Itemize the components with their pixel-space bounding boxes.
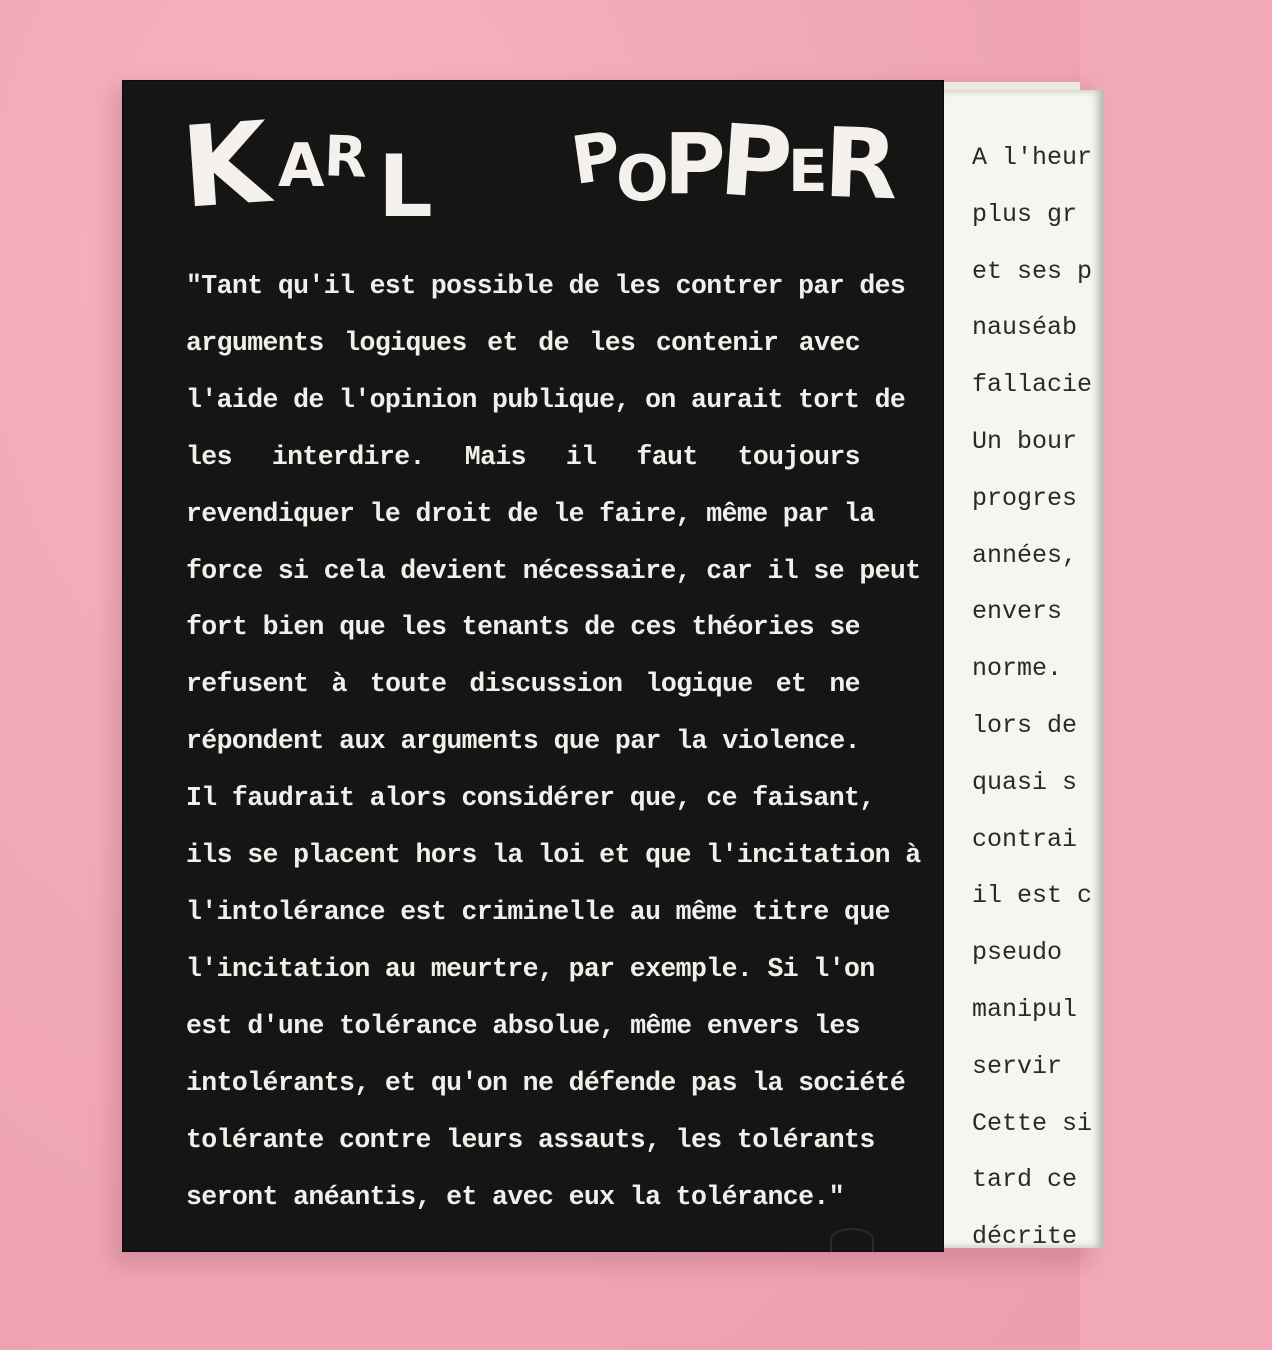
title-letter: O [616,142,669,215]
quote-line: revendiquer le droit de le faire, même par la [186,498,875,529]
quote-line: refusent à toute discussion logique et ne [186,669,860,700]
quote-line: tolérante contre leurs assauts, les tolérants [186,1124,875,1155]
title-letter: R [322,124,369,191]
right-page-line: années, [972,540,1078,570]
page-title [177,98,900,238]
right-page-line: Un bour [972,426,1078,456]
right-page-line: nauséab [972,313,1078,343]
title-letter: R [822,106,900,222]
right-page-line: et ses p [972,256,1093,286]
quote-line: les interdire. Mais il faut toujours [186,441,860,472]
right-page-line: envers [972,597,1063,627]
right-page-line: décrite [972,1222,1078,1252]
right-page-text [972,130,1272,1266]
quote-line: fort bien que les tenants de ces théories se [186,612,860,643]
title-letter: L [378,137,433,237]
right-page-line: plus gr [972,199,1078,229]
right-page [944,90,1104,1252]
title-letter: P [664,115,726,213]
right-page-line: servir [972,1051,1063,1081]
quote-line: force si cela devient nécessaire, car il se peut [186,555,921,586]
quote-line: l'aide de l'opinion publique, on aurait tort de [186,384,906,415]
right-page-line: Cette si [972,1108,1093,1138]
quote-line: ils se placent hors la loi et que l'incitation à [186,840,921,871]
quote-line: l'intolérance est criminelle au même titre que [186,896,890,927]
right-page-line: fallacie [972,370,1093,400]
title-letter: P [716,103,796,223]
quote-line: arguments logiques et de les contenir avec [186,327,860,358]
quote-line: seront anéantis, et avec eux la tolérance." [186,1181,845,1212]
right-page-line: manipul [972,994,1078,1024]
title-letter: K [177,98,274,234]
quote-line: répondent aux arguments que par la violence. [186,726,860,757]
quote-line: intolérants, et qu'on ne défende pas la société [186,1067,906,1098]
right-page-line: pseudo [972,938,1063,968]
right-page-line: lors de [972,710,1078,740]
right-page-line: contrai [972,824,1078,854]
quote-line: est d'une tolérance absolue, même envers les [186,1010,860,1041]
quote-line: Il faudrait alors considérer que, ce faisant, [186,783,875,814]
right-page-line: A l'heur [972,143,1093,172]
page-corner-mark [830,1228,874,1252]
right-page-line: il est c [972,881,1093,911]
left-page [122,80,944,1252]
title-letter: E [788,137,828,205]
right-page-line: tard ce [972,1165,1078,1195]
right-page-line: progres [972,483,1078,513]
title-letter: P [566,117,626,200]
right-page-line: quasi s [972,767,1078,797]
popper-quote [186,258,921,1225]
quote-line: "Tant qu'il est possible de les contrer par des [186,271,906,301]
title-letter: A [278,131,325,201]
quote-line: l'incitation au meurtre, par exemple. Si l'on [186,953,875,984]
right-page-line: norme. [972,654,1063,684]
